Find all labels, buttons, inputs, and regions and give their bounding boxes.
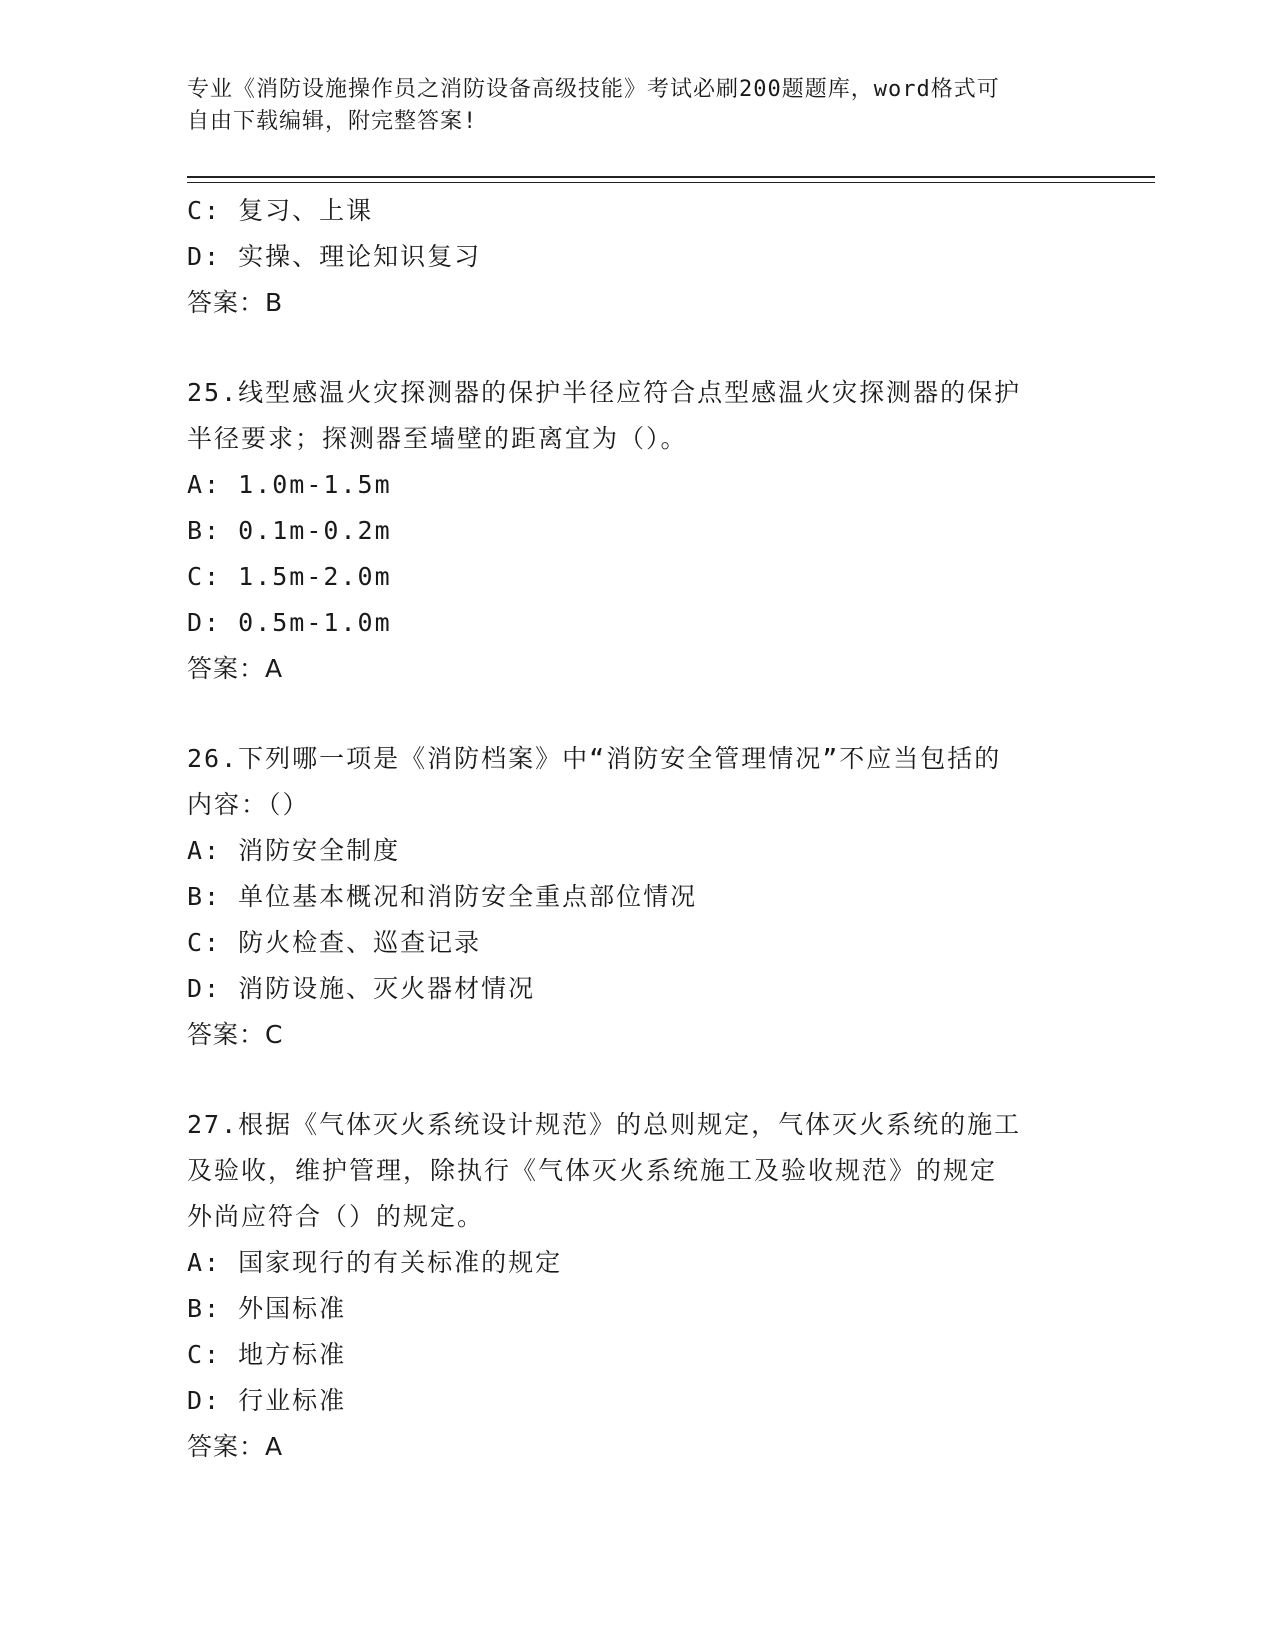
- header-line-2: 自由下载编辑，附完整答案!: [187, 109, 478, 134]
- option-a: A: 1.0m-1.5m: [187, 470, 392, 499]
- answer-label: 答案：A: [187, 1432, 284, 1461]
- question-stem-line: 26.下列哪一项是《消防档案》中“消防安全管理情况”不应当包括的: [187, 744, 1002, 773]
- question-25: [187, 370, 1087, 692]
- question-26: [187, 736, 1087, 1058]
- option-c: C: 复习、上课: [187, 196, 374, 225]
- answer-label: 答案：C: [187, 1020, 284, 1049]
- answer-label: 答案：A: [187, 654, 284, 683]
- header-rule-thin: [187, 182, 1155, 183]
- option-b: B: 0.1m-0.2m: [187, 516, 392, 545]
- option-d: D: 0.5m-1.0m: [187, 608, 392, 637]
- answer-label: 答案：B: [187, 288, 284, 317]
- question-body: [187, 188, 1087, 1470]
- question-stem-line: 27.根据《气体灭火系统设计规范》的总则规定，气体灭火系统的施工: [187, 1110, 1022, 1139]
- question-stem-line: 半径要求；探测器至墙壁的距离宜为（）。: [187, 424, 688, 453]
- question-27: [187, 1102, 1087, 1470]
- header-rule-thick: [187, 176, 1155, 178]
- option-a: A: 消防安全制度: [187, 836, 401, 865]
- option-b: B: 外国标准: [187, 1294, 347, 1323]
- option-a: A: 国家现行的有关标准的规定: [187, 1248, 563, 1277]
- option-b: B: 单位基本概况和消防安全重点部位情况: [187, 882, 698, 911]
- question-stem-line: 内容：（）: [187, 790, 310, 819]
- question-stem-line: 25.线型感温火灾探测器的保护半径应符合点型感温火灾探测器的保护: [187, 378, 1022, 407]
- option-d: D: 行业标准: [187, 1386, 347, 1415]
- option-c: C: 防火检查、巡查记录: [187, 928, 482, 957]
- question-stem-line: 外尚应符合（）的规定。: [187, 1202, 485, 1231]
- option-c: C: 地方标准: [187, 1340, 347, 1369]
- header-line-1: 专业《消防设施操作员之消防设备高级技能》考试必刷200题题库，word格式可: [187, 77, 1000, 102]
- option-c: C: 1.5m-2.0m: [187, 562, 392, 591]
- option-d: D: 实操、理论知识复习: [187, 242, 482, 271]
- page-header: [187, 74, 1087, 138]
- question-stem-line: 及验收，维护管理，除执行《气体灭火系统施工及验收规范》的规定: [187, 1156, 998, 1185]
- previous-question-tail: [187, 188, 1087, 326]
- option-d: D: 消防设施、灭火器材情况: [187, 974, 536, 1003]
